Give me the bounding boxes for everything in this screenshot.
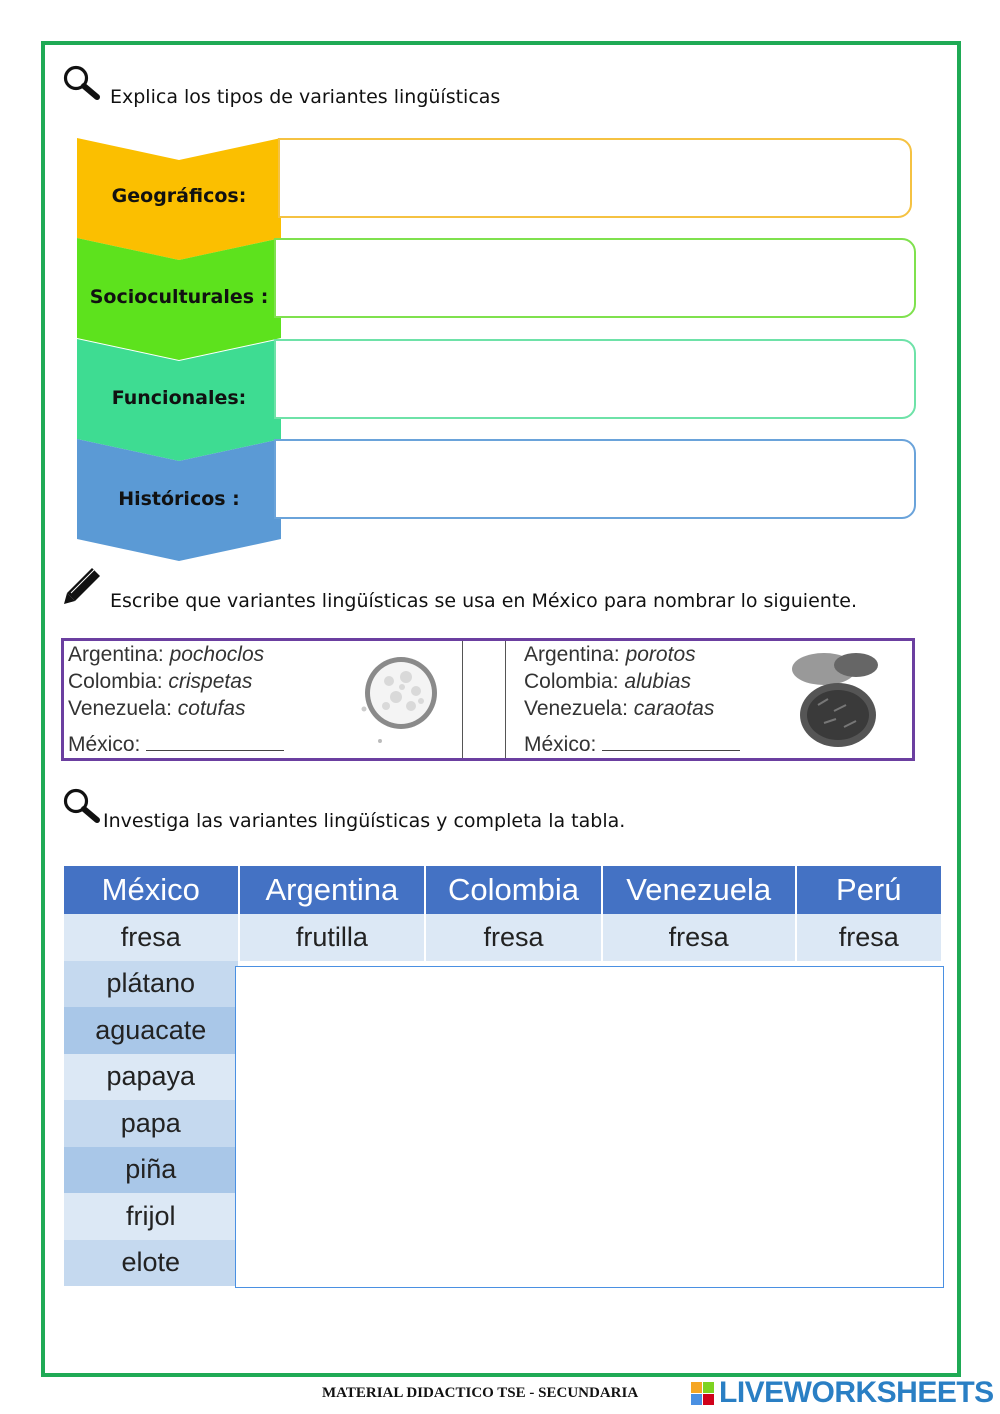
table-cell: fresa [426, 914, 601, 961]
table-row [64, 914, 941, 961]
example-beans [524, 641, 740, 758]
section3-instruction: Investiga las variantes lingüísticas y completa la tabla. [103, 810, 626, 832]
answer-historicos[interactable] [274, 439, 916, 519]
example-line: Argentina: porotos [524, 643, 696, 666]
column-header: Argentina [240, 866, 425, 914]
table-cell: fresa [603, 914, 795, 961]
row-label: elote [64, 1240, 238, 1287]
label-funcionales: Funcionales: [111, 387, 247, 409]
example-popcorn [68, 641, 284, 758]
logo-squares-icon [691, 1382, 714, 1405]
logo-text: LIVEWORKSHEETS [719, 1376, 994, 1409]
example-line: Colombia: crispetas [68, 670, 253, 693]
answer-geograficos[interactable] [278, 138, 912, 218]
example-line: Venezuela: cotufas [68, 697, 246, 720]
example-line: Venezuela: caraotas [524, 697, 715, 720]
magnifier-icon [62, 64, 102, 102]
mexico-blank-beans[interactable] [602, 732, 740, 751]
answer-socioculturales[interactable] [274, 238, 916, 318]
row-label: piña [64, 1147, 238, 1194]
examples-box [61, 638, 915, 761]
row-label: plátano [64, 961, 238, 1008]
column-header: Colombia [426, 866, 601, 914]
section1-instruction: Explica los tipos de variantes lingüísticas [110, 86, 501, 108]
table-cell: fresa [797, 914, 941, 961]
pencil-icon [62, 566, 102, 606]
table-header-row [64, 866, 941, 914]
popcorn-bowl-image [356, 649, 442, 749]
example-line: Colombia: alubias [524, 670, 691, 693]
beans-bowl-image [784, 645, 888, 753]
mexico-line: México: [524, 731, 740, 758]
table-cell: frutilla [240, 914, 425, 961]
footer-text: MATERIAL DIDACTICO TSE - SECUNDARIA [322, 1385, 639, 1401]
example-line: Argentina: pochoclos [68, 643, 265, 666]
mexico-blank-popcorn[interactable] [146, 732, 284, 751]
liveworksheets-logo [691, 1376, 994, 1410]
table-answer-area[interactable] [235, 966, 944, 1288]
row-label: frijol [64, 1193, 238, 1240]
column-header: México [64, 866, 238, 914]
row-label: papa [64, 1100, 238, 1147]
column-header: Venezuela [603, 866, 795, 914]
mexico-line: México: [68, 731, 284, 758]
row-label: papaya [64, 1054, 238, 1101]
column-header: Perú [797, 866, 941, 914]
table-cell: fresa [64, 914, 238, 961]
section2-instruction: Escribe que variantes lingüísticas se usa en México para nombrar lo siguiente. [110, 590, 857, 612]
label-geograficos: Geográficos: [111, 185, 247, 207]
answer-funcionales[interactable] [274, 339, 916, 419]
label-socioculturales: Socioculturales : [89, 286, 269, 308]
magnifier-icon [62, 787, 102, 827]
row-label: aguacate [64, 1007, 238, 1054]
label-historicos: Históricos : [118, 488, 240, 510]
examples-divider [462, 641, 506, 758]
